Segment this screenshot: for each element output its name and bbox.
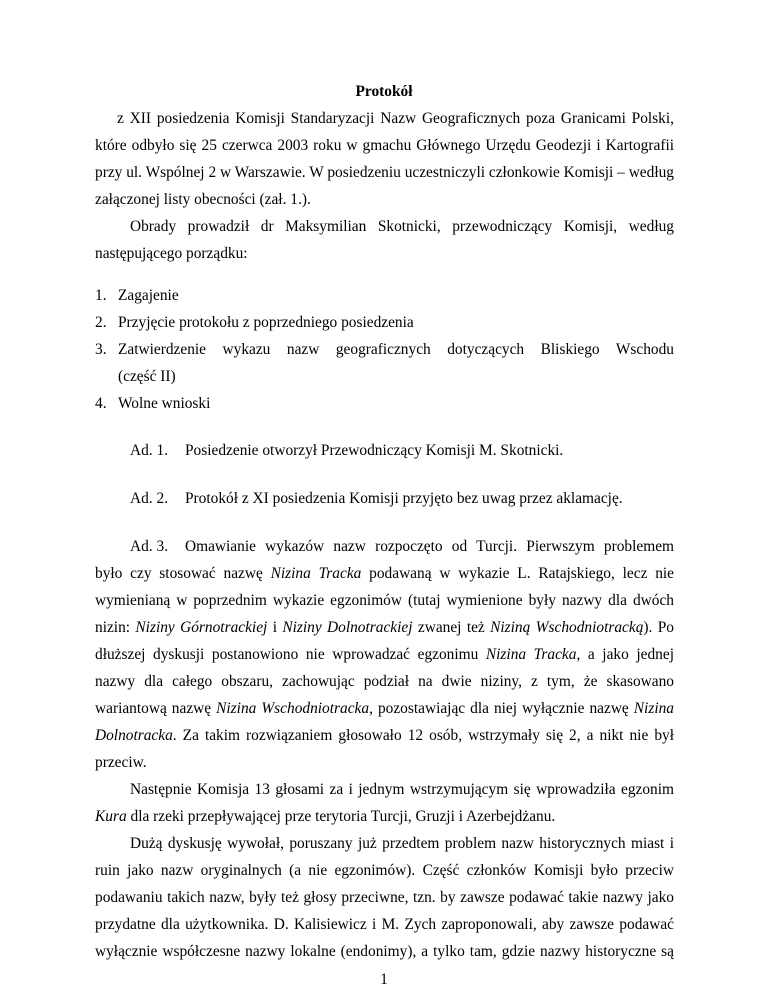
ad-text: Protokół z XI posiedzenia Komisji przyjęto bez uwag przez aklamację. bbox=[185, 490, 623, 507]
chair-line: następującego porządku: bbox=[95, 245, 248, 262]
text-run: podawaną w wykazie L. Ratajskiego, lecz nie bbox=[361, 565, 674, 582]
ad1-item bbox=[130, 441, 563, 461]
agenda-item bbox=[95, 286, 179, 306]
agenda-number: 3. bbox=[95, 341, 107, 358]
hist-line: przydatne dla użytkownika. D. Kalisiewicz i M. Zych zaproponowali, aby zawsze podawać bbox=[95, 916, 674, 933]
text-run: było czy stosować nazwę bbox=[95, 565, 271, 582]
agenda-text: Zatwierdzenie wykazu nazw geograficznych dotyczących Bliskiego Wschodu bbox=[118, 341, 674, 358]
hist-line: wyłącznie współczesne nazwy lokalne (endonimy), a tylko tam, gdzie nazwy historyczne są bbox=[95, 943, 674, 960]
ad3-line bbox=[95, 645, 674, 665]
place-name: Niziny Dolnotrackiej bbox=[282, 619, 413, 636]
agenda-text: Przyjęcie protokołu z poprzedniego posiedzenia bbox=[118, 314, 414, 331]
chair-line: Obrady prowadził dr Maksymilian Skotnicki, przewodniczący Komisji, według bbox=[130, 218, 674, 235]
ad3-line: przeciw. bbox=[95, 754, 147, 771]
place-name: Nizina Wschodniotracka bbox=[216, 700, 370, 717]
place-name: Niziną Wschodniotracką bbox=[490, 619, 644, 636]
text-run: ). Po bbox=[643, 619, 674, 636]
ad3-line: wymienianą w poprzednim wykazie egzonimów (tutaj wymienione były nazwy dla dwóch bbox=[95, 592, 674, 609]
agenda-item bbox=[95, 340, 674, 360]
ad3-line bbox=[95, 564, 674, 584]
ad3-item bbox=[130, 537, 674, 557]
kura-line: Następnie Komisja 13 głosami za i jednym wstrzymującym się wprowadziła egzonim bbox=[130, 781, 674, 798]
ad2-item bbox=[130, 489, 623, 509]
place-name: Nizina Tracka bbox=[270, 565, 362, 582]
ad3-line bbox=[95, 618, 674, 638]
place-name: Dolnotracka bbox=[95, 727, 173, 744]
ad-label: Ad. 2. bbox=[130, 490, 169, 507]
agenda-continuation: (część II) bbox=[118, 368, 176, 385]
agenda-item bbox=[95, 394, 210, 414]
text-run: nizin: bbox=[95, 619, 136, 636]
ad-text: Omawianie wykazów nazw rozpoczęto od Turcji. Pierwszym problemem bbox=[185, 538, 674, 555]
agenda-text: Wolne wnioski bbox=[118, 395, 211, 412]
place-name: Nizina Tracka bbox=[485, 646, 577, 663]
text-run: dla rzeki przepływającej prze terytoria Turcji, Gruzji i Azerbejdżanu. bbox=[126, 808, 556, 825]
intro-line: które odbyło się 25 czerwca 2003 roku w gmachu Głównego Urzędu Geodezji i Kartografii bbox=[95, 137, 674, 154]
hist-line: Dużą dyskusję wywołał, poruszany już przedtem problem nazw historycznych miast i bbox=[130, 835, 674, 852]
text-run: . Za takim rozwiązaniem głosowało 12 osób, wstrzymały się 2, a nikt nie był bbox=[172, 727, 674, 744]
ad-text: Posiedzenie otworzył Przewodniczący Komisji M. Skotnicki. bbox=[185, 442, 564, 459]
hist-line: podawaniu takich nazw, były też głosy przeciwne, tzn. by zawsze podawać takie nazwy jako bbox=[95, 889, 674, 906]
intro-line: załączonej listy obecności (zał. 1.). bbox=[95, 191, 311, 208]
text-run: , a jako jednej bbox=[576, 646, 674, 663]
place-name: Nizina bbox=[633, 700, 674, 717]
agenda-text: Zagajenie bbox=[118, 287, 179, 304]
ad-label: Ad. 3. bbox=[130, 538, 169, 555]
agenda-item bbox=[95, 313, 414, 333]
intro-line: przy ul. Wspólnej 2 w Warszawie. W posiedzeniu uczestniczyli członkowie Komisji – według bbox=[95, 164, 674, 181]
text-run: i bbox=[267, 619, 283, 636]
hist-line: ruin jako nazw oryginalnych (a nie egzonimów). Część członków Komisji było przeciw bbox=[95, 862, 674, 879]
place-name: Kura bbox=[95, 808, 127, 825]
page-number: 1 bbox=[380, 971, 388, 988]
text-run: zwanej też bbox=[412, 619, 491, 636]
document-title: Protokół bbox=[355, 83, 413, 100]
text-run: wariantową nazwę bbox=[95, 700, 217, 717]
intro-line: z XII posiedzenia Komisji Standaryzacji Nazw Geograficznych poza Granicami Polski, bbox=[117, 110, 674, 127]
text-run: dłuższej dyskusji postanowiono nie wprowadzać egzonimu bbox=[95, 646, 486, 663]
ad3-line: nazwy dla całego obszaru, zachowując podział na dwie niziny, z tym, że skasowano bbox=[95, 673, 674, 690]
ad-label: Ad. 1. bbox=[130, 442, 169, 459]
ad3-line bbox=[95, 726, 674, 746]
text-run: , pozostawiając dla niej wyłącznie nazwę bbox=[369, 700, 634, 717]
place-name: Niziny Górnotrackiej bbox=[135, 619, 268, 636]
kura-line bbox=[95, 807, 555, 827]
agenda-number: 1. bbox=[95, 287, 107, 304]
agenda-number: 2. bbox=[95, 314, 107, 331]
agenda-number: 4. bbox=[95, 395, 107, 412]
ad3-line bbox=[95, 699, 674, 719]
